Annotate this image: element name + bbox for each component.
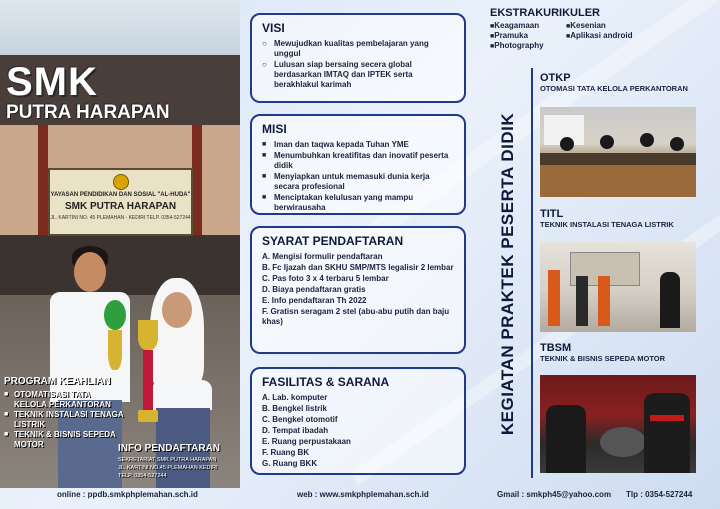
sign-foundation: YAYASAN PENDIDIKAN DAN SOSIAL "AL-HUDA": [50, 192, 191, 198]
misi-box: [250, 114, 466, 215]
divider: [531, 68, 533, 478]
tbsm-photo: [540, 375, 696, 473]
syarat-item: B. Fc Ijazah dan SKHU SMP/MTS legalisir 2 lembar: [262, 263, 454, 272]
visi-box: [250, 13, 466, 103]
school-logo-icon: [113, 174, 129, 190]
otkp-photo: [540, 107, 696, 197]
ekstra-title: EKSTRAKURIKULER: [490, 7, 600, 19]
fasilitas-title: FASILITAS & SARANA: [262, 375, 390, 389]
info-line: SEKRETARIAT SMK PUTRA HARAPAN: [118, 457, 217, 463]
tbsm-title: TBSM: [540, 342, 572, 354]
sign-address: JL. KARTINI NO. 45 PLEMAHAN - KEDIRI TELP. 0354-527244: [50, 215, 191, 221]
footer-web[interactable]: web : www.smkphplemahan.sch.id: [297, 490, 429, 499]
footer-online[interactable]: online : ppdb.smkphplemahan.sch.id: [57, 490, 198, 499]
program-title: PROGRAM KEAHLIAN: [4, 376, 111, 387]
school-photo: [0, 0, 240, 488]
fasilitas-item: B. Bengkel listrik: [262, 404, 327, 413]
program-item: ■ OTOMATISASI TATA KELOLA PERKANTORAN: [4, 390, 124, 410]
syarat-item: D. Biaya pendaftaran gratis: [262, 285, 366, 294]
school-sign: [48, 168, 193, 236]
fasilitas-item: C. Bengkel otomotif: [262, 415, 338, 424]
fasilitas-box: [250, 367, 466, 475]
ekstra-item: ■ Keagamaan: [490, 21, 539, 30]
ekstra-item: ■ Pramuka: [490, 31, 528, 40]
otkp-title: OTKP: [540, 72, 571, 84]
syarat-box: [250, 226, 466, 354]
info-title: INFO PENDAFTARAN: [118, 443, 221, 454]
tbsm-subtitle: TEKNIK & BISNIS SEPEDA MOTOR: [540, 354, 666, 363]
misi-item: ■ Menciptakan kelulusan yang mampu berwirausaha: [262, 193, 454, 213]
program-item: ■ TEKNIK & BISNIS SEPEDA MOTOR: [4, 430, 124, 450]
ekstra-item: ■ Photography: [490, 41, 544, 50]
visi-item: ○ Mewujudkan kualitas pembelajaran yang unggul: [262, 39, 454, 59]
titl-subtitle: TEKNIK INSTALASI TENAGA LISTRIK: [540, 220, 674, 229]
school-title: SMK: [6, 60, 98, 104]
footer-gmail[interactable]: Gmail : smkph45@yahoo.com: [497, 490, 612, 499]
sign-school-name: SMK PUTRA HARAPAN: [64, 201, 177, 212]
fasilitas-item: E. Ruang perpustakaan: [262, 437, 351, 446]
program-list: [4, 390, 124, 450]
trophy-green-icon: [104, 300, 126, 330]
syarat-item: E. Info pendaftaran Th 2022: [262, 296, 367, 305]
trophy-gold-icon: [108, 330, 122, 370]
syarat-item: A. Mengisi formulir pendaftaran: [262, 252, 383, 261]
misi-item: ■ Menumbuhkan kreatifitas dan inovatif peserta didik: [262, 151, 454, 171]
ekstra-item: ■ Aplikasi android: [566, 31, 632, 40]
visi-title: VISI: [262, 21, 285, 35]
otkp-subtitle: OTOMASI TATA KELOLA PERKANTORAN: [540, 84, 688, 93]
syarat-item: F. Gratisn seragam 2 stel (abu-abu putih dan baju khas): [262, 307, 450, 326]
info-line: TELP. 0354-527244: [118, 473, 167, 479]
trophy-red-icon: [138, 320, 158, 350]
misi-item: ■ Menyiapkan untuk memasuki dunia kerja secara profesional: [262, 172, 454, 192]
fasilitas-item: G. Ruang BKK: [262, 459, 318, 468]
fasilitas-item: A. Lab. komputer: [262, 393, 328, 402]
titl-title: TITL: [540, 208, 564, 220]
syarat-title: SYARAT PENDAFTARAN: [262, 234, 404, 248]
kegiatan-title-text: KEGIATAN PRAKTEK PESERTA DIDIK: [498, 112, 517, 436]
visi-item: ○ Lulusan siap bersaing secera global berdasarkan IMTAQ dan IPTEK serta berakhlakul karimah: [262, 60, 454, 90]
syarat-item: C. Pas foto 3 x 4 terbaru 5 lembar: [262, 274, 389, 283]
misi-item: ■ Iman dan taqwa kepada Tuhan YME: [262, 140, 454, 150]
program-item: ■ TEKNIK INSTALASI TENAGA LISTRIK: [4, 410, 124, 430]
info-line: JL. KARTINI NO.45 PLEMAHAN KEDIRI: [118, 465, 218, 471]
kegiatan-title: [490, 72, 526, 476]
ekstra-item: ■ Kesenian: [566, 21, 606, 30]
fasilitas-item: F. Ruang BK: [262, 448, 310, 457]
school-subtitle: PUTRA HARAPAN: [6, 102, 170, 123]
misi-title: MISI: [262, 122, 287, 136]
titl-photo: [540, 242, 696, 332]
fasilitas-item: D. Tempat ibadah: [262, 426, 329, 435]
footer-phone: Tlp : 0354-527244: [626, 490, 693, 499]
